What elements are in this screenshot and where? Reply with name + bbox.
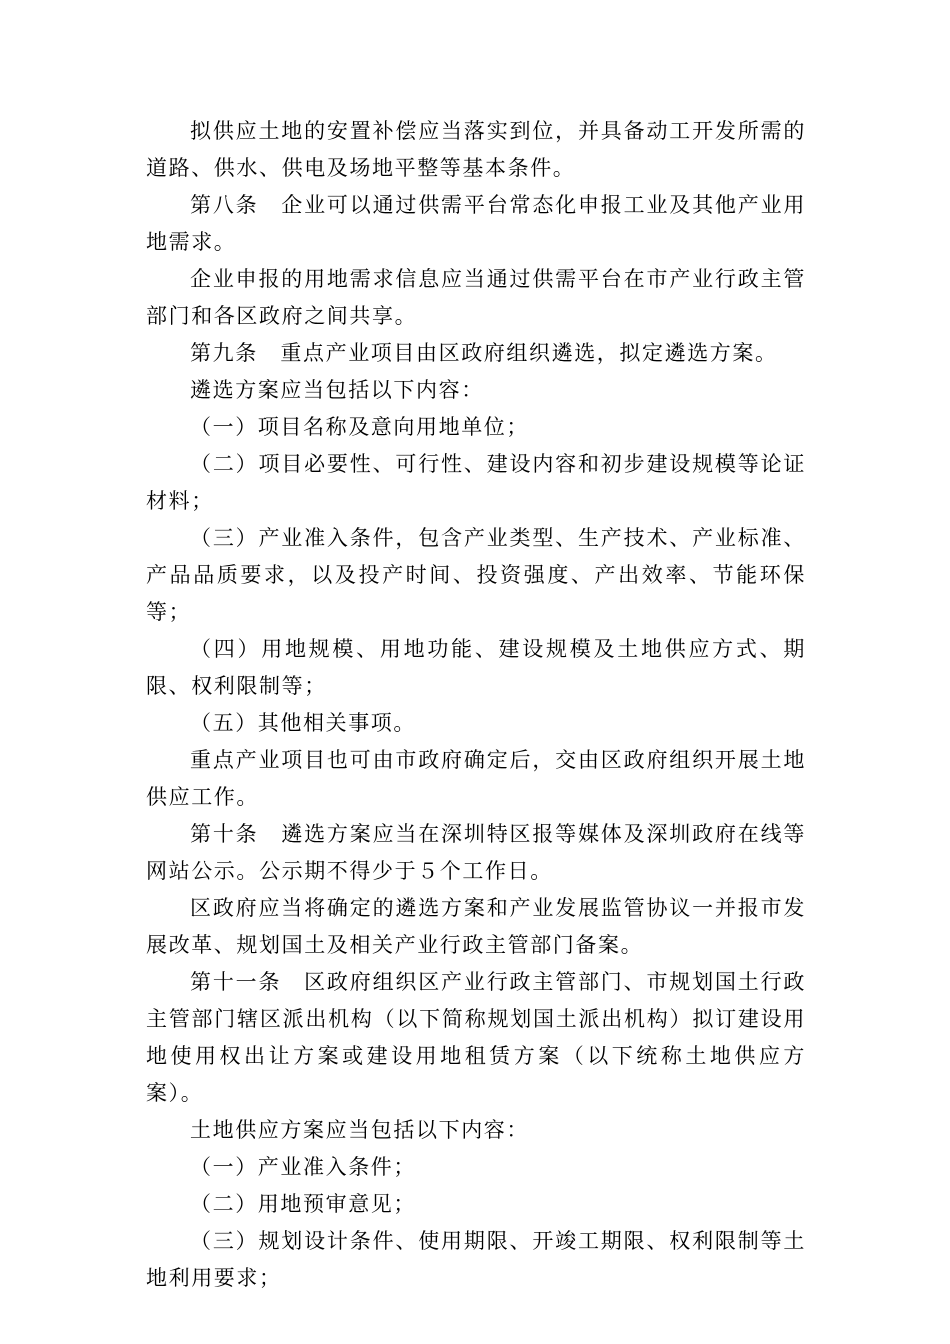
list-item: （一）产业准入条件； — [190, 1155, 416, 1179]
list-item: （一）项目名称及意向用地单位； — [190, 415, 529, 439]
paragraph-demand-sharing: 企业申报的用地需求信息应当通过供需平台在市产业行政主管部门和各区政府之间共享。 — [146, 267, 806, 328]
article-10: 第十条 遴选方案应当在深圳特区报等媒体及深圳政府在线等网站公示。公示期不得少于５个工作日。 — [146, 822, 806, 883]
list-item: （三）产业准入条件，包含产业类型、生产技术、产业标准、产品品质要求，以及投产时间、投资强度、产出效率、节能环保等； — [146, 526, 806, 624]
article-11: 第十一条 区政府组织区产业行政主管部门、市规划国土行政主管部门辖区派出机构（以下简称规划国土派出机构）拟订建设用地使用权出让方案或建设用地租赁方案（以下统称土地供应方案）。 — [146, 970, 806, 1105]
list-item: （三）规划设计条件、使用期限、开竣工期限、权利限制等土地利用要求； — [146, 1229, 806, 1290]
article-8: 第八条 企业可以通过供需平台常态化申报工业及其他产业用地需求。 — [146, 193, 806, 254]
list-item: （二）用地预审意见； — [190, 1192, 416, 1216]
list-item: （二）项目必要性、可行性、建设内容和初步建设规模等论证材料； — [146, 452, 806, 513]
list-item: （四）用地规模、用地功能、建设规模及土地供应方式、期限、权利限制等； — [146, 637, 806, 698]
document-body — [146, 113, 806, 1297]
paragraph-city-determination: 重点产业项目也可由市政府确定后，交由区政府组织开展土地供应工作。 — [146, 748, 806, 809]
paragraph-resettlement: 拟供应土地的安置补偿应当落实到位，并具备动工开发所需的道路、供水、供电及场地平整等基本条件。 — [146, 119, 806, 180]
paragraph-filing: 区政府应当将确定的遴选方案和产业发展监管协议一并报市发展改革、规划国土及相关产业行政主管部门备案。 — [146, 896, 806, 957]
list-item: （五）其他相关事项。 — [190, 711, 416, 735]
paragraph-selection-contents: 遴选方案应当包括以下内容： — [190, 378, 484, 402]
article-9: 第九条 重点产业项目由区政府组织遴选，拟定遴选方案。 — [190, 341, 778, 365]
paragraph-supply-plan-contents: 土地供应方案应当包括以下内容： — [190, 1118, 529, 1142]
